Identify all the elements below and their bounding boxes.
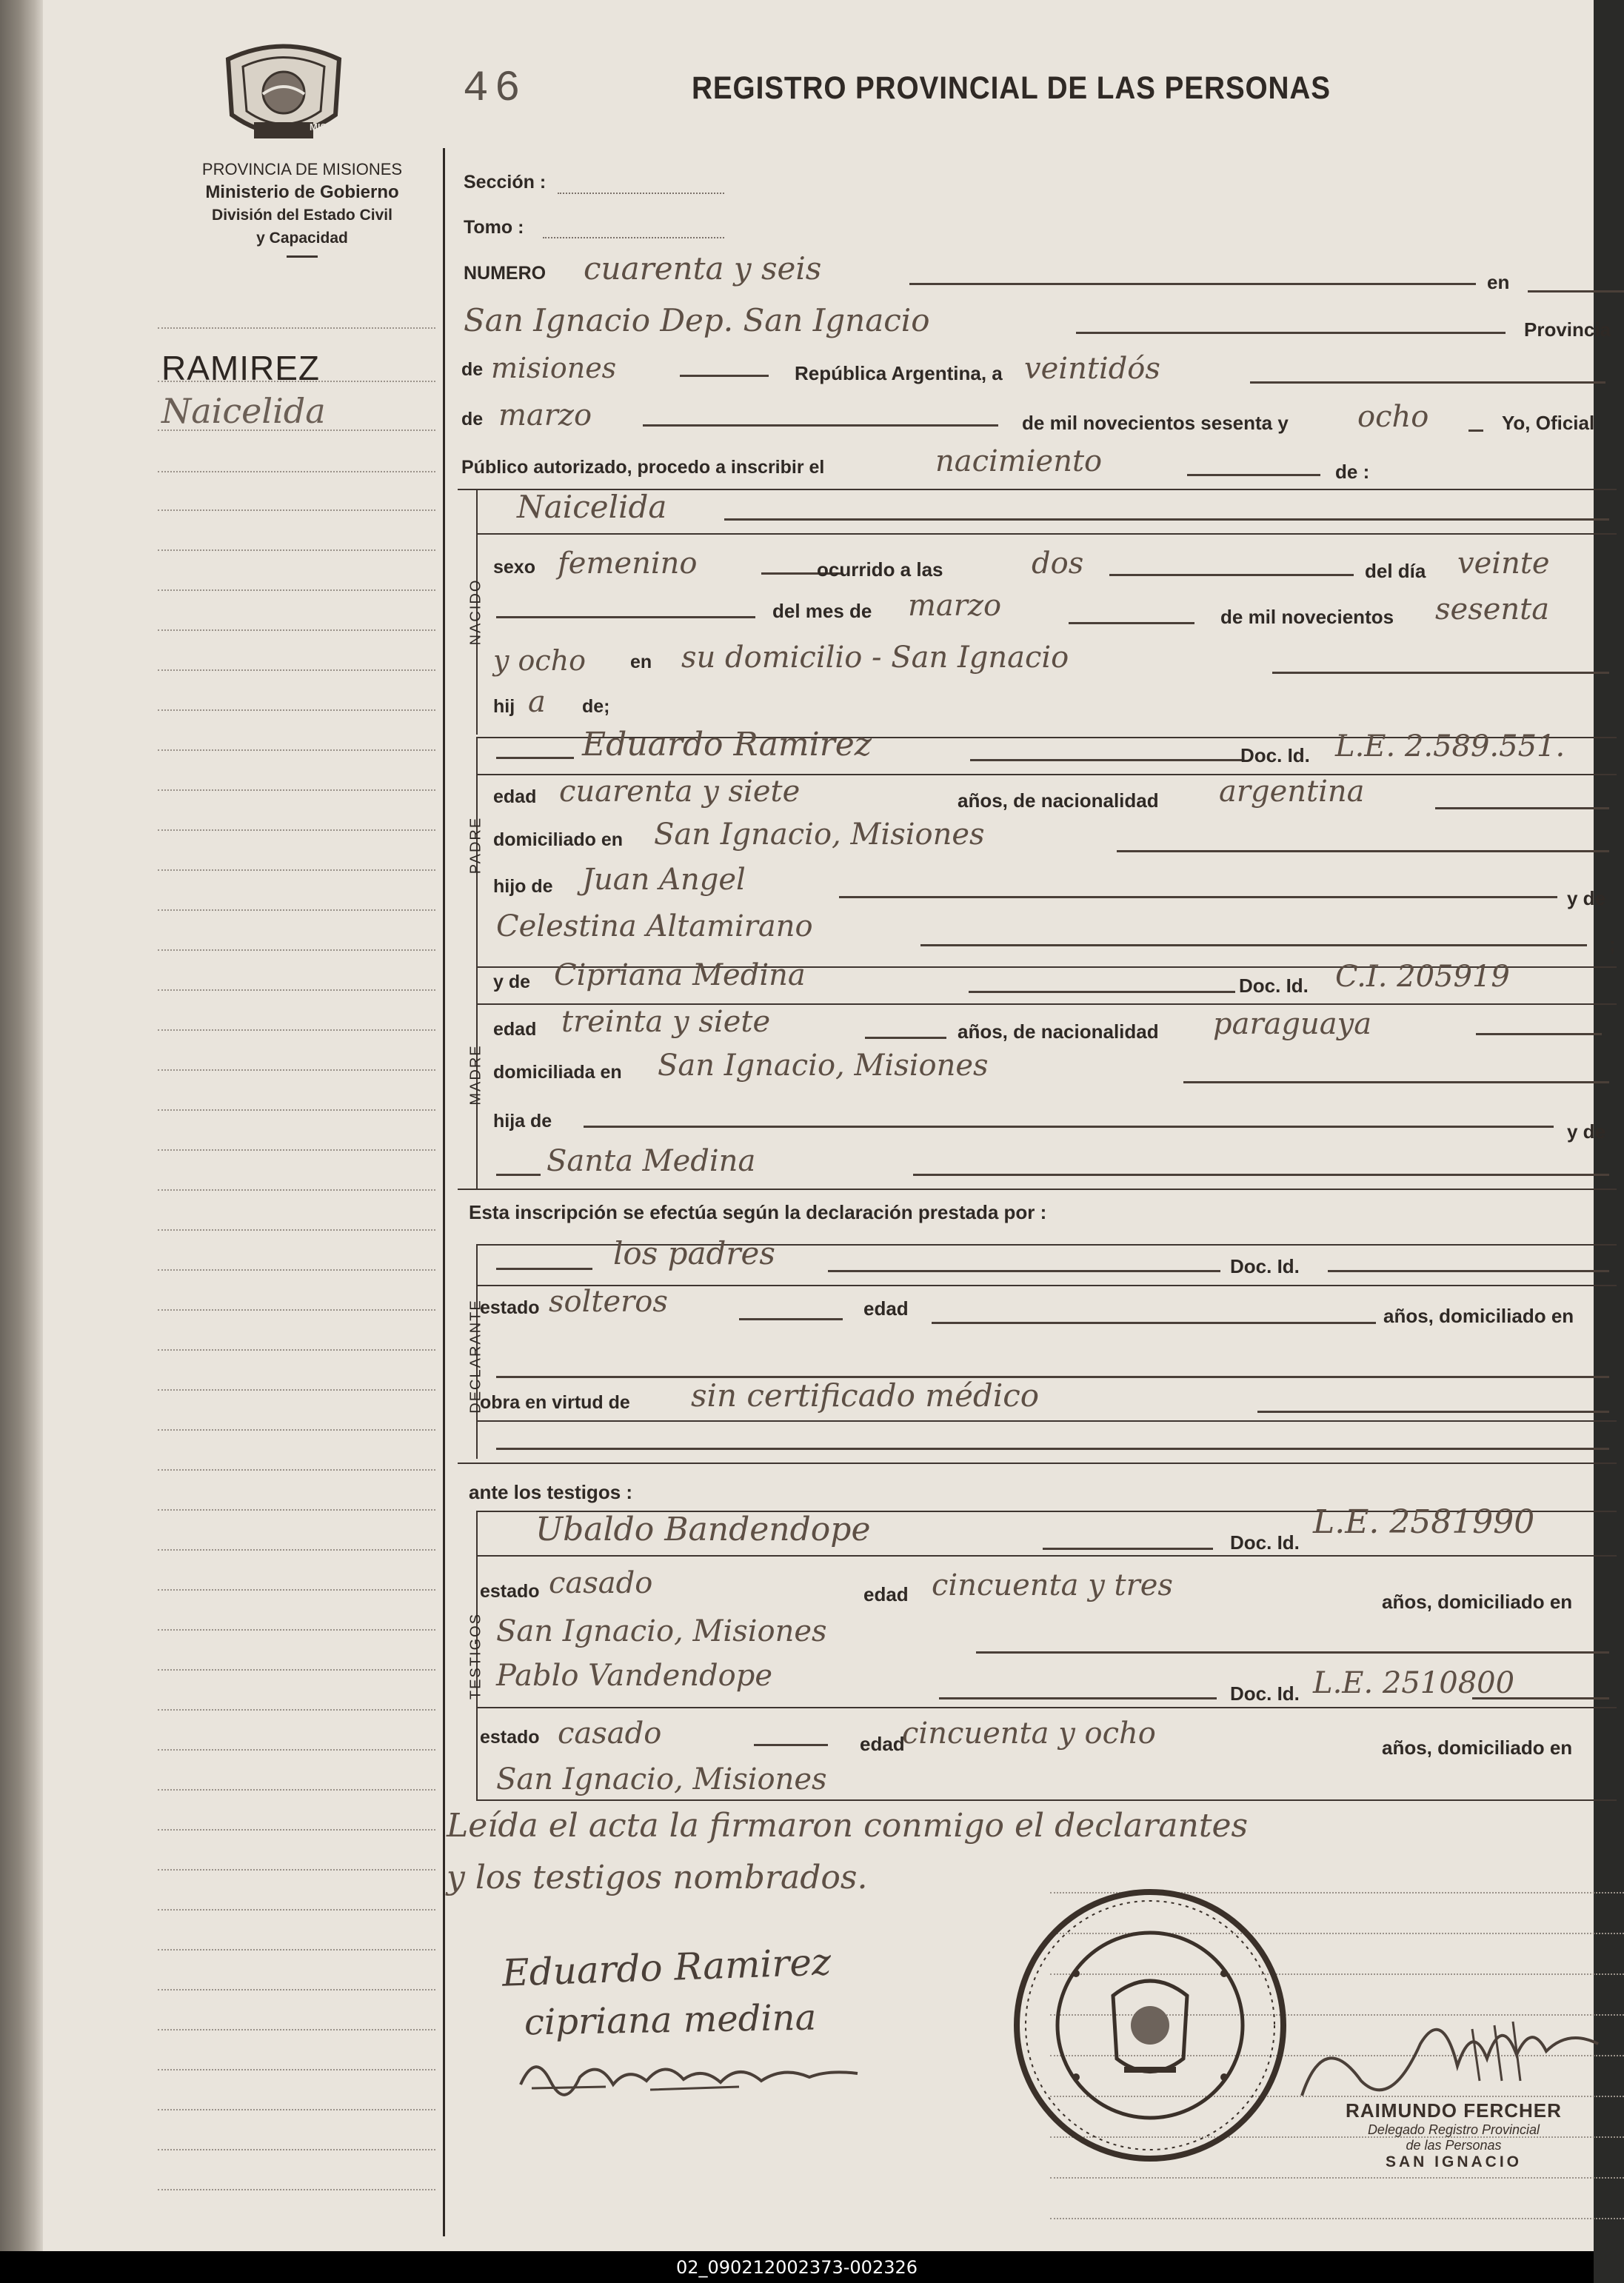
padre-hijo-de-value: Juan Angel bbox=[582, 863, 746, 897]
t1-estado-value: casado bbox=[549, 1566, 653, 1600]
mes-value: marzo bbox=[498, 398, 592, 432]
de-label: de bbox=[461, 359, 484, 380]
anos-nac-label: años, de nacionalidad bbox=[958, 789, 1159, 812]
edad-madre-label: edad bbox=[493, 1019, 537, 1040]
sexo-label: sexo bbox=[493, 557, 535, 578]
doc-id-decl-label: Doc. Id. bbox=[1230, 1255, 1300, 1277]
anio-nac-value-2: y ocho bbox=[493, 644, 587, 677]
declarante-value: los padres bbox=[613, 1235, 775, 1271]
publico-label: Público autorizado, procedo a inscribir el bbox=[461, 457, 825, 478]
numero-label: NUMERO bbox=[464, 263, 547, 284]
hija-de-label: hija de bbox=[493, 1111, 552, 1132]
acto-value: nacimiento bbox=[935, 444, 1103, 478]
anos-dom-label: años, domiciliado en bbox=[1383, 1305, 1574, 1327]
anos-dom-t1-label: años, domiciliado en bbox=[1382, 1591, 1573, 1613]
closing-line-2: y los testigos nombrados. bbox=[447, 1859, 868, 1896]
hij-suffix-value: a bbox=[528, 685, 546, 719]
office-line: División del Estado Civil bbox=[212, 207, 392, 224]
inscripcion-label: Esta inscripción se efectúa según la declaración prestada por : bbox=[469, 1201, 1047, 1223]
edad-decl-label: edad bbox=[863, 1297, 909, 1320]
official-title-2: de las Personas bbox=[1406, 2138, 1502, 2153]
t2-estado-value: casado bbox=[558, 1717, 662, 1751]
tomo-line bbox=[543, 237, 724, 238]
madre-nombre-value: Cipriana Medina bbox=[554, 958, 806, 992]
t2-edad-value: cincuenta y ocho bbox=[902, 1717, 1156, 1751]
t1-nombre-value: Ubaldo Bandendope bbox=[535, 1511, 871, 1548]
official-name: RAIMUNDO FERCHER bbox=[1346, 2099, 1562, 2122]
hora-value: dos bbox=[1032, 546, 1084, 581]
official-title: Delegado Registro Provincial bbox=[1367, 2122, 1540, 2137]
footer-bar bbox=[0, 2251, 1594, 2283]
estado-t1-label: estado bbox=[480, 1581, 540, 1602]
lugar-value: San Ignacio Dep. San Ignacio bbox=[464, 302, 930, 338]
madre-y-de-value: Santa Medina bbox=[547, 1144, 756, 1178]
de-semi-label: de; bbox=[582, 696, 610, 717]
official-stamp bbox=[1294, 2099, 1613, 2171]
semicolon-label: ; bbox=[1609, 933, 1616, 955]
anio-nac-value-1: sesenta bbox=[1435, 592, 1550, 626]
provincia-label: Provincia bbox=[1524, 318, 1611, 341]
padre-dom-value: San Ignacio, Misiones bbox=[654, 818, 985, 852]
padre-y-de-value: Celestina Altamirano bbox=[496, 909, 813, 943]
domiciliada-en-label: domiciliada en bbox=[493, 1062, 622, 1083]
ante-testigos-label: ante los testigos : bbox=[469, 1481, 633, 1503]
office-line: Ministerio de Gobierno bbox=[205, 182, 399, 202]
padre-nac-value: argentina bbox=[1219, 775, 1365, 809]
margin-given-name: Naicelida bbox=[161, 391, 326, 431]
divider bbox=[287, 255, 318, 258]
signature-madre: cipriana medina bbox=[524, 1996, 817, 2044]
t1-dom-value: San Ignacio, Misiones bbox=[496, 1614, 827, 1648]
padre-edad-value: cuarenta y siete bbox=[559, 775, 801, 809]
page-number: 46 bbox=[463, 65, 527, 113]
dia-value: veintidós bbox=[1024, 352, 1160, 386]
padre-label: PADRE bbox=[467, 816, 484, 875]
del-mes-label: del mes de bbox=[772, 600, 872, 622]
obra-label: obra en virtud de bbox=[480, 1392, 630, 1413]
page-title: REGISTRO PROVINCIAL DE LAS PERSONAS bbox=[692, 70, 1331, 106]
edad-label: edad bbox=[493, 786, 537, 807]
madre-edad-value: treinta y siete bbox=[561, 1005, 771, 1039]
signature-padre: Eduardo Ramirez bbox=[501, 1940, 832, 1995]
anos-nac-madre-label: años, de nacionalidad bbox=[958, 1020, 1159, 1043]
register-sheet bbox=[43, 0, 1616, 2251]
seccion-label: Sección : bbox=[464, 172, 547, 193]
seccion-line bbox=[558, 193, 724, 194]
del-dia-label: del día bbox=[1365, 560, 1426, 582]
obra-value: sin certificado médico bbox=[691, 1377, 1040, 1414]
office-block bbox=[147, 158, 458, 258]
office-line: PROVINCIA DE MISIONES bbox=[201, 160, 403, 178]
madre-nac-value: paraguaya bbox=[1213, 1007, 1372, 1041]
tomo-label: Tomo : bbox=[464, 217, 524, 238]
edad-t1-label: edad bbox=[863, 1583, 909, 1605]
en-label-2: en bbox=[630, 652, 652, 672]
official-location: SAN IGNACIO bbox=[1385, 2153, 1522, 2170]
madre-dom-value: San Ignacio, Misiones bbox=[658, 1049, 989, 1083]
nombre-value: Naicelida bbox=[517, 489, 667, 525]
nacido-label: NACIDO bbox=[467, 578, 484, 646]
doc-id-madre-label: Doc. Id. bbox=[1239, 975, 1309, 997]
hij-label: hij bbox=[493, 696, 515, 717]
declarante-label: DECLARANTE bbox=[467, 1299, 484, 1414]
madre-doc-value: C.I. 205919 bbox=[1335, 960, 1510, 994]
domiciliado-en-label: domiciliado en bbox=[493, 829, 624, 850]
t2-nombre-value: Pablo Vandendope bbox=[496, 1659, 772, 1693]
anio-value: ocho bbox=[1357, 400, 1429, 434]
en-label: en bbox=[1487, 271, 1510, 293]
book-binding bbox=[0, 0, 43, 2251]
padre-doc-value: L.E. 2.589.551. bbox=[1335, 729, 1565, 763]
t1-edad-value: cincuenta y tres bbox=[932, 1568, 1173, 1602]
mil-nov-sesenta-label: de mil novecientos sesenta y bbox=[1022, 412, 1289, 434]
doc-id-label: Doc. Id. bbox=[1240, 744, 1310, 766]
y-de-label: y de bbox=[1567, 887, 1606, 909]
y-de-madre-2-label: y de bbox=[1567, 1120, 1606, 1143]
dia-nac-value: veinte bbox=[1457, 546, 1550, 581]
round-registry-stamp-icon bbox=[1009, 1885, 1291, 2166]
mes-nac-value: marzo bbox=[908, 589, 1002, 623]
anos-dom-t2-label: años, domiciliado en bbox=[1382, 1737, 1573, 1759]
mil-novecientos-label: de mil novecientos bbox=[1220, 606, 1394, 628]
edad-t2-label: edad bbox=[860, 1733, 905, 1755]
closing-line-1: Leída el acta la firmaron conmigo el declarantes bbox=[447, 1807, 1249, 1845]
margin-surname: RAMIREZ bbox=[161, 349, 320, 387]
provincial-seal-icon bbox=[210, 41, 358, 152]
t2-dom-value: San Ignacio, Misiones bbox=[496, 1762, 827, 1796]
office-line: y Capacidad bbox=[256, 230, 348, 247]
margin-divider bbox=[443, 148, 445, 2236]
ocurrido-label: ocurrido a las bbox=[817, 558, 943, 581]
hijo-de-label: hijo de bbox=[493, 876, 553, 897]
lugar-nac-value: su domicilio - San Ignacio bbox=[681, 641, 1069, 675]
y-de-madre-label: y de bbox=[493, 972, 531, 992]
de-colon-label: de : bbox=[1335, 461, 1370, 483]
estado-t2-label: estado bbox=[480, 1727, 540, 1748]
t2-doc-value: L.E. 2510800 bbox=[1313, 1666, 1515, 1700]
testigos-label: TESTIGOS bbox=[467, 1612, 484, 1700]
republica-label: República Argentina, a bbox=[795, 362, 1003, 384]
t1-doc-value: L.E. 2581990 bbox=[1313, 1503, 1535, 1541]
numero-value: cuarenta y seis bbox=[584, 250, 822, 287]
seal-text: MISIONES bbox=[310, 121, 357, 133]
sexo-value: femenino bbox=[558, 546, 698, 581]
yo-oficial-label: Yo, Oficial bbox=[1502, 412, 1595, 434]
witness-signature-scribble bbox=[517, 2044, 865, 2103]
estado-label: estado bbox=[480, 1297, 540, 1318]
doc-id-t1-label: Doc. Id. bbox=[1230, 1531, 1300, 1554]
decl-estado-value: solteros bbox=[549, 1285, 668, 1319]
image-id-text: 02_090212002373-002326 bbox=[675, 2257, 918, 2278]
provincia-value: misiones bbox=[491, 352, 617, 384]
padre-nombre-value: Eduardo Ramirez bbox=[582, 726, 872, 763]
doc-id-t2-label: Doc. Id. bbox=[1230, 1682, 1300, 1705]
madre-label: MADRE bbox=[467, 1044, 484, 1106]
de-label-2: de bbox=[461, 409, 484, 429]
